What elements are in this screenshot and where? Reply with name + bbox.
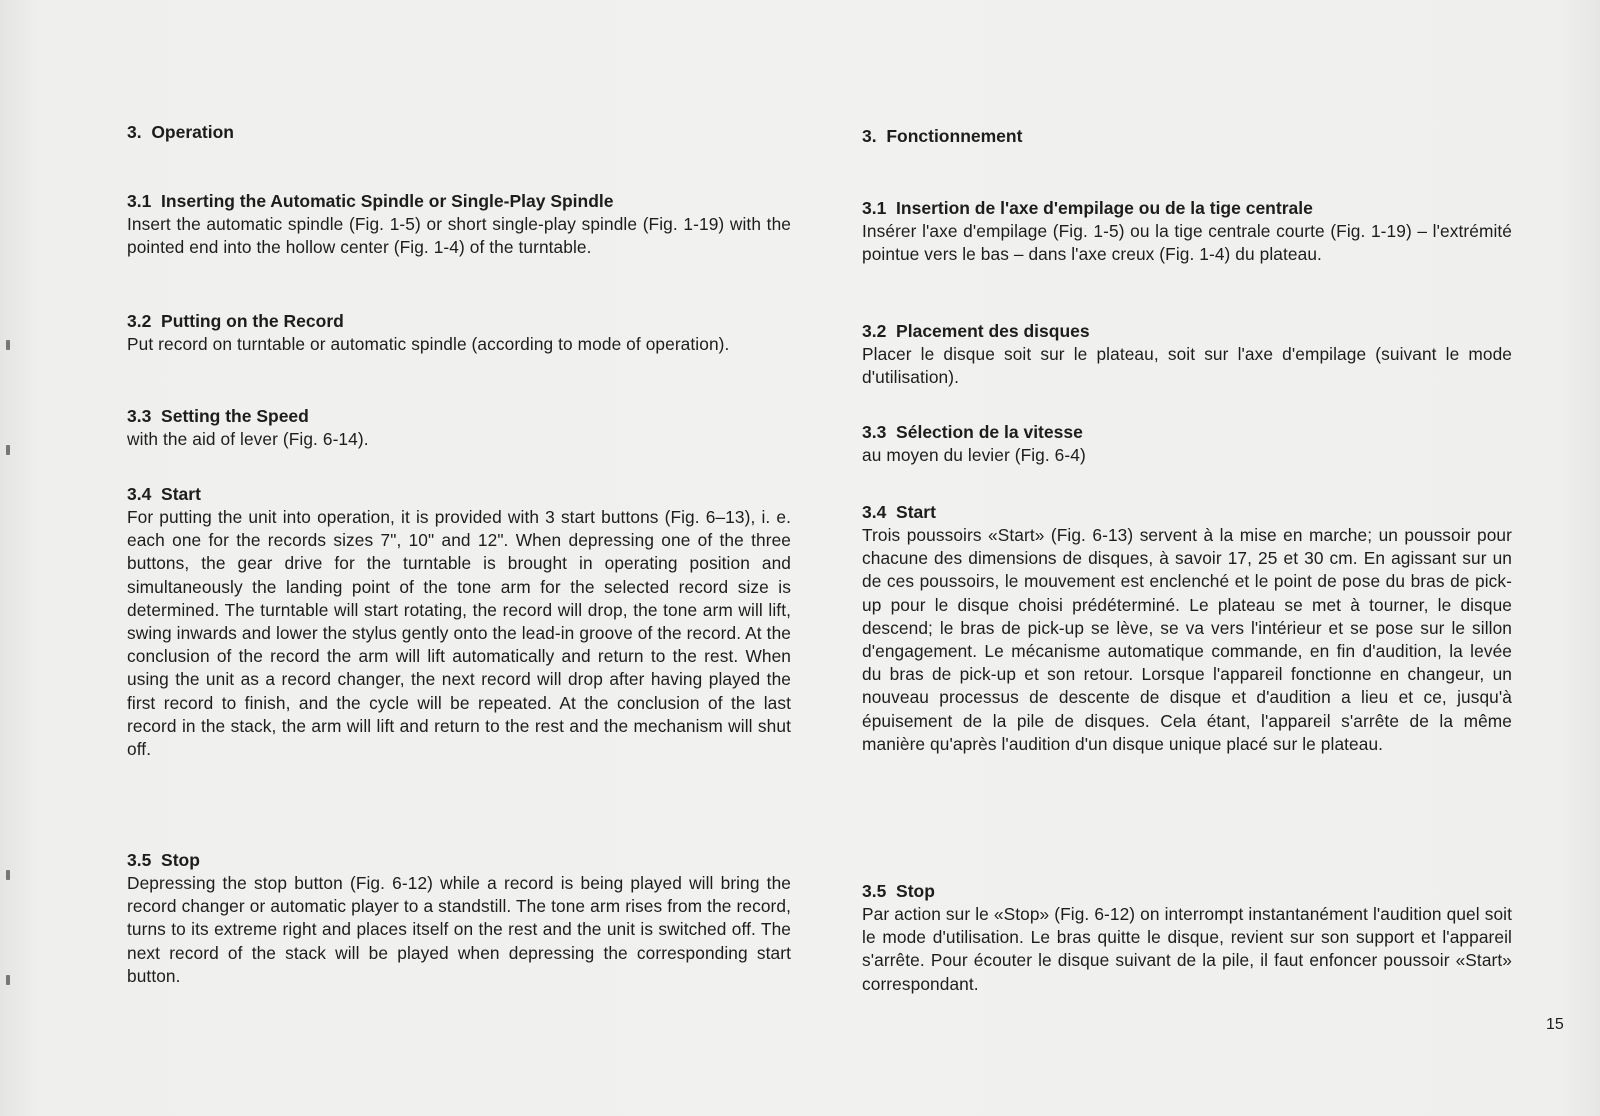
section-text: Insert the automatic spindle (Fig. 1-5) or short single-play spindle (Fig. 1-19) with the pointed end into the hollow center (Fig. 1-4) of the turntable.: [127, 214, 791, 258]
binding-mark: [6, 340, 10, 350]
chapter-title: 3. Operation: [127, 122, 234, 142]
section-heading: 3.2 Putting on the Record: [127, 311, 344, 331]
chapter-title: 3. Fonctionnement: [862, 126, 1023, 146]
section-text: For putting the unit into operation, it is provided with 3 start buttons (Fig. 6–13), i. e. each one for the records sizes 7", 10" and 12". When depressing one of the three buttons, the gear drive for the turntable is brought in operating position and simultaneously the landing point of the tone arm for the selected record size is determined. The turntable will start rotating, the record will drop, the tone arm will lift, swing inwards and lower the stylus gently onto the lead-in groove of the record. At the conclusion of the record the arm will lift automatically and return to the rest. When using the unit as a record changer, the next record will drop after having played the first record to finish, and the cycle will be repeated. At the conclusion of the last record in the stack, the arm will lift and return to the rest and the mechanism will shut off.: [127, 507, 791, 760]
section-heading: 3.5 Stop: [127, 850, 200, 870]
section-heading: 3.2 Placement des disques: [862, 321, 1090, 341]
section-heading: 3.1 Inserting the Automatic Spindle or Single-Play Spindle: [127, 191, 614, 211]
section-heading: 3.4 Start: [862, 502, 936, 522]
section-text: Insérer l'axe d'empilage (Fig. 1-5) ou la tige centrale courte (Fig. 1-19) – l'extrémité pointue vers le bas – dans l'axe creux (Fig. 1-4) du plateau.: [862, 221, 1512, 265]
section-heading: 3.5 Stop: [862, 881, 935, 901]
section-heading: 3.3 Setting the Speed: [127, 406, 309, 426]
section-text: Par action sur le «Stop» (Fig. 6-12) on interrompt instantanément l'audition quel soit le mode d'utilisation. Le bras quitte le disque, revient sur son support et l'appareil s'arrête. Pour écouter le disque suivant de la pile, il faut enfoncer poussoir «Start» correspondant.: [862, 904, 1512, 994]
page-number: 15: [1546, 1016, 1564, 1033]
binding-mark: [6, 870, 10, 880]
section-heading: 3.3 Sélection de la vitesse: [862, 422, 1083, 442]
binding-mark: [6, 975, 10, 985]
section-heading: 3.1 Insertion de l'axe d'empilage ou de la tige centrale: [862, 198, 1313, 218]
section-text: with the aid of lever (Fig. 6-14).: [127, 429, 369, 449]
binding-mark: [6, 445, 10, 455]
section-text: Trois poussoirs «Start» (Fig. 6-13) servent à la mise en marche; un poussoir pour chacune des dimensions de disques, à savoir 17, 25 et 30 cm. En agissant sur un de ces poussoirs, le mouvement est enclenché et le point de pose du bras de pick-up pour le disque choisi prédéterminé. Le plateau se met à tourner, le disque descend; le bras de pick-up se lève, se va vers l'intérieur et se pose sur le sillon d'engagement. Le mécanisme automatique commande, en fin d'audition, la levée du bras de pick-up et son retour. Lorsque l'appareil fonctionne en changeur, un nouveau processus de descente de disque et d'audition a lieu et ce, jusqu'à épuisement de la pile de disques. Cela étant, l'appareil s'arrête de la même manière qu'après l'audition d'un disque unique placé sur le plateau.: [862, 525, 1512, 754]
section-text: Placer le disque soit sur le plateau, soit sur l'axe d'empilage (suivant le mode d'utilisation).: [862, 344, 1512, 388]
section-text: au moyen du levier (Fig. 6-4): [862, 445, 1086, 465]
section-text: Depressing the stop button (Fig. 6-12) while a record is being played will bring the record changer or automatic player to a standstill. The tone arm rises from the record, turns to its extreme right and places itself on the rest and the unit is switched off. The next record of the stack will be played when depressing the corresponding start button.: [127, 873, 791, 986]
section-heading: 3.4 Start: [127, 484, 201, 504]
section-text: Put record on turntable or automatic spindle (according to mode of operation).: [127, 334, 730, 354]
